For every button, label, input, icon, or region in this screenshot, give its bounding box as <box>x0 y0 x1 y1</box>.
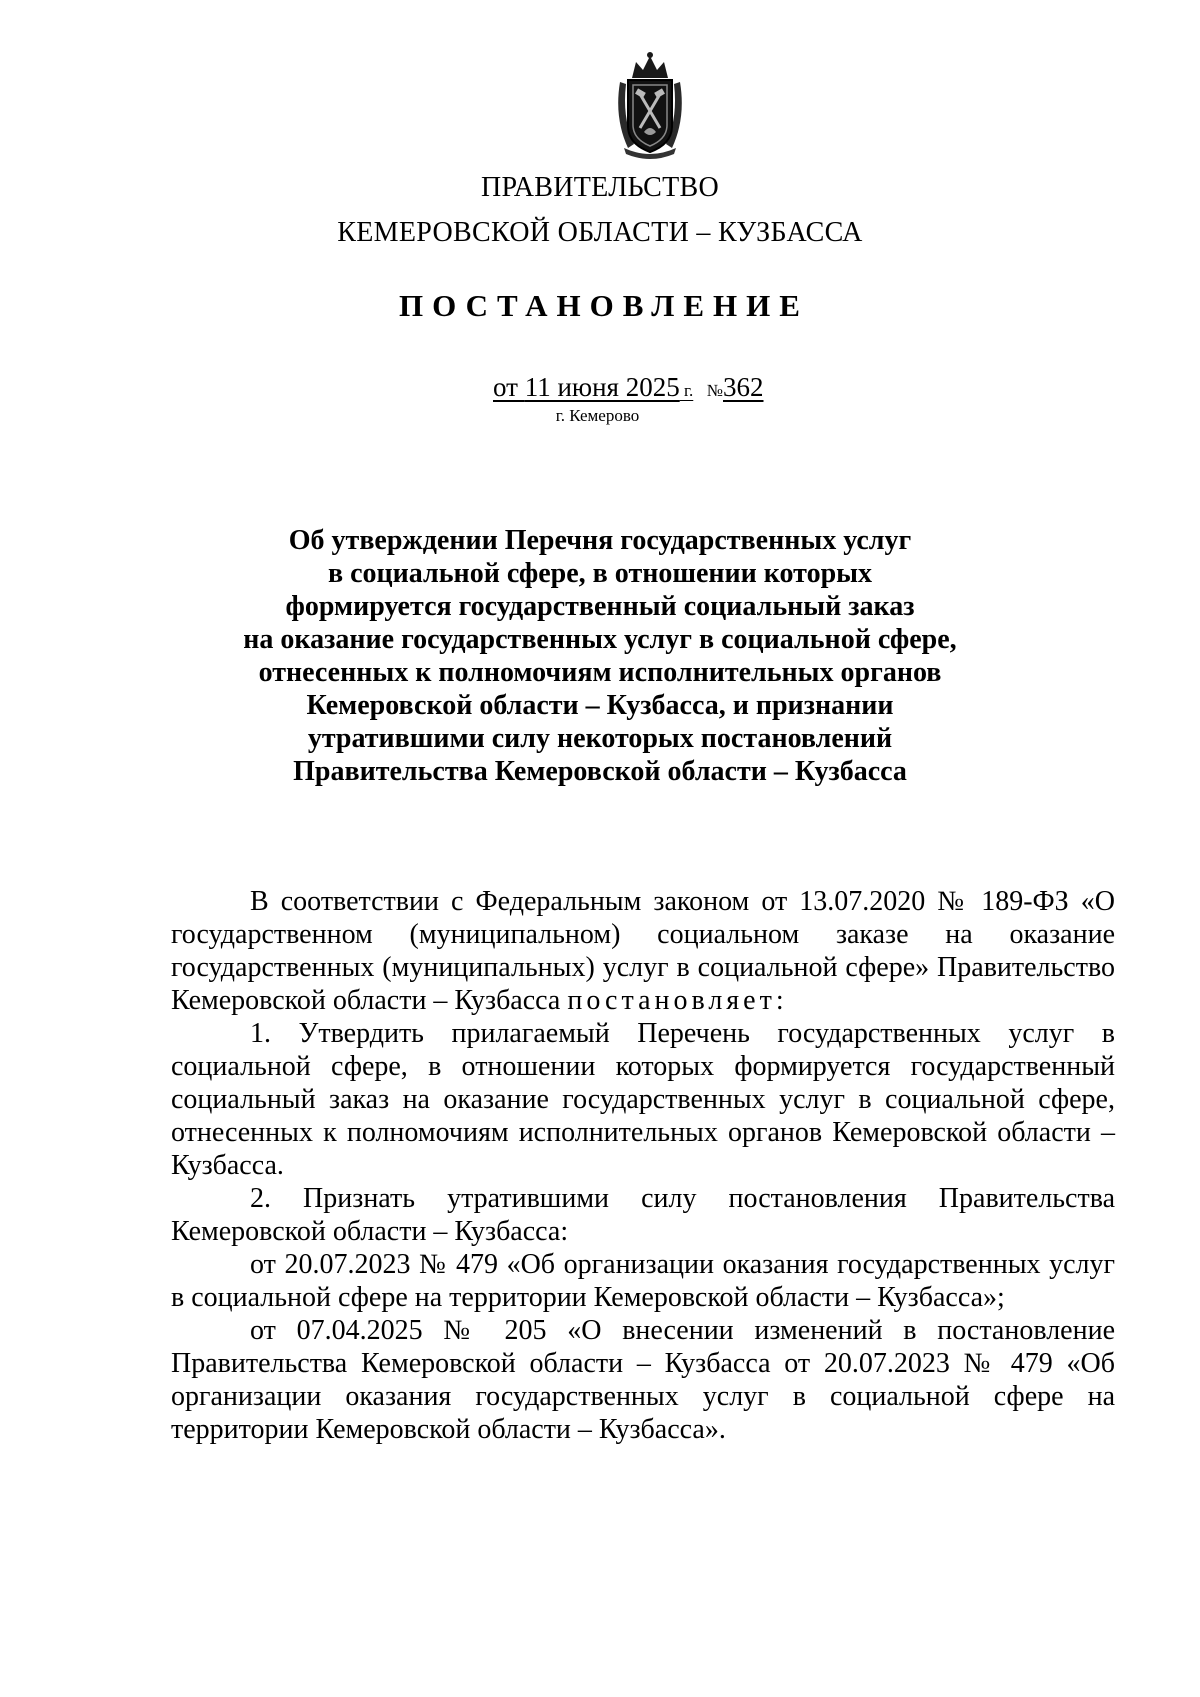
year-suffix: г. <box>679 381 694 400</box>
date-number-line <box>493 372 793 403</box>
org-name-line1: ПРАВИТЕЛЬСТВО <box>480 172 720 203</box>
title-line: утратившими силу некоторых постановлений <box>307 723 893 754</box>
title-line: Правительства Кемеровской области – Кузбасса <box>293 756 907 787</box>
city: г. Кемерово <box>555 406 640 425</box>
emblem-icon <box>610 48 690 160</box>
preamble-paragraph <box>171 885 1115 1017</box>
document-type: ПОСТАНОВЛЕНИЕ <box>399 288 809 323</box>
item-2-subitem-a: от 20.07.2023 № 479 «Об организации оказания государственных услуг в социальной сфере на территории Кемеровской области – Кузбасса»; <box>171 1249 1115 1313</box>
title-line: на оказание государственных услуг в социальной сфере, <box>243 624 957 655</box>
item-1-paragraph: 1. Утвердить прилагаемый Перечень государственных услуг в социальной сфере, в отношении которых формируется государственный социальный заказ на оказание государственных услуг в социальной сфере, отнесенных к полномочиям исполнительных органов Кемеровской области – Кузбасса. <box>171 1018 1115 1181</box>
item-2-paragraph: 2. Признать утратившими силу постановления Правительства Кемеровской области – Кузбасса: <box>171 1183 1115 1247</box>
document-number: 362 <box>723 372 764 402</box>
document-title <box>150 524 1050 788</box>
preamble-text: В соответствии с Федеральным законом от 13.07.2020 № 189-ФЗ «О государственном (муниципальном) социальном заказе на оказание государственных (муниципальных) услуг в социальной сфере» Правительство Кемеровской области – Кузбасса <box>171 886 1115 1016</box>
title-line: Кемеровской области – Кузбасса, и признании <box>306 690 894 721</box>
title-line: формируется государственный социальный заказ <box>285 591 915 622</box>
document-body <box>171 885 1115 1446</box>
item-2-subitem-b: от 07.04.2025 № 205 «О внесении изменений в постановление Правительства Кемеровской области – Кузбасса от 20.07.2023 № 479 «Об организации оказания государственных услуг в социальной сфере на территории Кемеровской области – Кузбасса». <box>171 1315 1115 1445</box>
document-date: 11 июня 2025 <box>524 372 680 402</box>
title-line: отнесенных к полномочиям исполнительных органов <box>258 657 942 688</box>
title-line: в социальной сфере, в отношении которых <box>327 558 873 589</box>
number-sign: № <box>706 381 723 400</box>
preamble-action: постановляет: <box>567 985 788 1016</box>
title-line: Об утверждении Перечня государственных услуг <box>288 525 912 556</box>
org-name-line2: КЕМЕРОВСКОЙ ОБЛАСТИ – КУЗБАССА <box>337 217 863 248</box>
date-prefix: от <box>493 372 525 402</box>
